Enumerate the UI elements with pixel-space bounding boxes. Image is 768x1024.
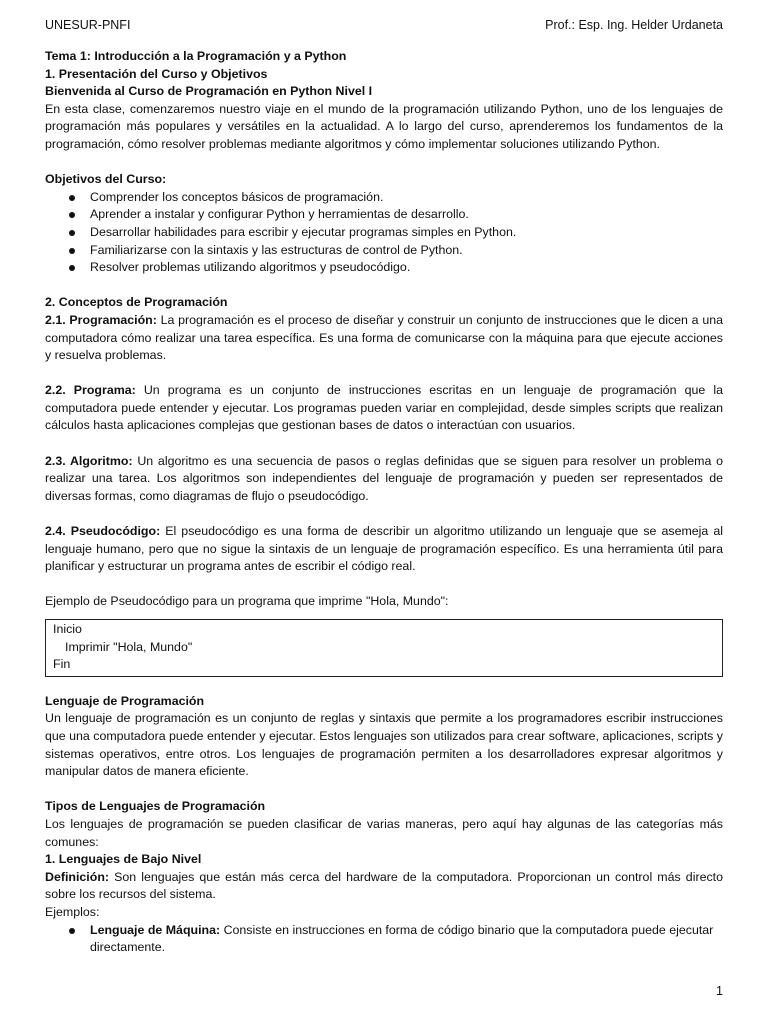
concept-algorithm: [45, 453, 723, 506]
list-item: Familiarizarse con la sintaxis y las estructuras de control de Python.: [90, 242, 723, 260]
definition-paragraph: [45, 869, 723, 904]
code-line: Inicio: [53, 622, 82, 636]
intro-paragraph: En esta clase, comenzaremos nuestro viaje en el mundo de la programación utilizando Python, uno de los lenguajes de programación más populares y versátiles en la actualidad. A lo largo del curso, aprenderemos los fundamentos de la programación, cómo resolver problemas mediante algoritmos y cómo implementar soluciones utilizando Python.: [45, 101, 723, 151]
concept-pseudocode: [45, 523, 723, 576]
list-item: Resolver problemas utilizando algoritmos y pseudocódigo.: [90, 259, 723, 277]
machine-language-label: Lenguaje de Máquina:: [90, 922, 221, 937]
code-line: Fin: [53, 657, 71, 672]
list-item: Desarrollar habilidades para escribir y ejecutar programas simples en Python.: [90, 224, 723, 242]
section-2-title: 2. Conceptos de Programación: [45, 295, 228, 310]
definition-label: Definición:: [45, 869, 110, 884]
machine-language-text: Consiste en instrucciones en forma de código binario que la computadora puede ejecutar directamente.: [90, 922, 714, 955]
pseudocode-box: [45, 619, 723, 677]
objectives-list: [45, 189, 723, 277]
concept-label: 2.3. Algoritmo:: [45, 453, 133, 468]
page-number: 1: [716, 984, 723, 998]
header-institution: UNESUR-PNFI: [45, 18, 131, 32]
concept-text: Un programa es un conjunto de instrucciones escritas en un lenguaje de programación que la computadora puede entender y ejecutar. Los programas pueden variar en complejidad, desde simples scripts que realizan cálculos hasta aplicaciones complejas que gestionan bases de datos o interactúan con usuarios.: [45, 383, 723, 433]
types-title: Tipos de Lenguajes de Programación: [45, 799, 266, 814]
language-title: Lenguaje de Programación: [45, 693, 205, 708]
list-item: Comprender los conceptos básicos de programación.: [90, 189, 723, 207]
code-line: Imprimir "Hola, Mundo": [65, 639, 193, 654]
examples-label: Ejemplos:: [45, 904, 100, 919]
list-item: Aprender a instalar y configurar Python y herramientas de desarrollo.: [90, 206, 723, 224]
welcome-title: Bienvenida al Curso de Programación en Python Nivel I: [45, 84, 373, 99]
topic-title: Tema 1: Introducción a la Programación y a Python: [45, 49, 347, 63]
header-professor: Prof.: Esp. Ing. Helder Urdaneta: [545, 18, 723, 32]
definition-text: Son lenguajes que están más cerca del hardware de la computadora. Proporcionan un control más directo sobre los recursos del sistema.: [45, 869, 723, 902]
concept-text: La programación es el proceso de diseñar y construir un conjunto de instrucciones que le dicen a una computadora cómo realizar una tarea específica. Es una forma de comunicarse con la máquina para que ejecute acciones y resuelva problemas.: [45, 312, 723, 363]
concept-programming: [45, 312, 723, 365]
language-paragraph: Un lenguaje de programación es un conjunto de reglas y sintaxis que permite a los programadores escribir instrucciones que una computadora puede entender y ejecutar. Estos lenguajes son utilizados para crear software, aplicaciones, scripts y sistemas operativos, entre otros. Los lenguajes de programación permiten a los desarrolladores expresar algoritmos y manipular datos de manera eficiente.: [45, 711, 723, 779]
examples-list: [45, 922, 723, 957]
concept-label: 2.4. Pseudocódigo:: [45, 524, 161, 539]
concept-text: Un algoritmo es una secuencia de pasos o reglas definidas que se siguen para resolver un problema o realizar una tarea. Los algoritmos son independientes del lenguaje de programación y pueden ser representados de diversas formas, como diagramas de flujo o pseudocódigo.: [45, 453, 724, 503]
list-item: [90, 922, 723, 957]
page-header: [45, 18, 723, 36]
concept-text: El pseudocódigo es una forma de describir un algoritmo utilizando un lenguaje que se asemeja al lenguaje humano, pero que no sigue la sintaxis de un lenguaje de programación específico. Es una herramienta útil para planificar y estructurar un programa antes de escribir el código real.: [45, 524, 723, 574]
concept-label: 2.1. Programación:: [45, 312, 157, 327]
objectives-title: Objetivos del Curso:: [45, 172, 167, 187]
types-paragraph: Los lenguajes de programación se pueden clasificar de varias maneras, pero aquí hay algunas de las categorías más comunes:: [45, 816, 723, 849]
concept-program: [45, 382, 723, 435]
section-1-title: 1. Presentación del Curso y Objetivos: [45, 66, 268, 81]
low-level-title: 1. Lenguajes de Bajo Nivel: [45, 852, 202, 867]
example-intro: Ejemplo de Pseudocódigo para un programa que imprime "Hola, Mundo":: [45, 594, 449, 609]
document-body: [45, 48, 723, 957]
concept-label: 2.2. Programa:: [45, 383, 136, 398]
